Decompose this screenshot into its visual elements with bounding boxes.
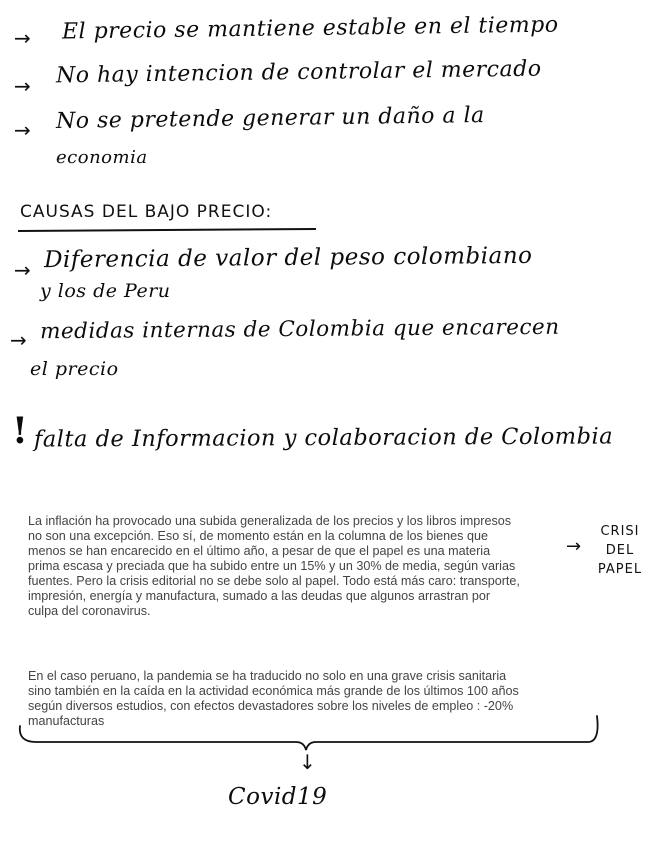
text-line: manufacturas xyxy=(28,714,105,728)
bullet-arrow-icon: → xyxy=(14,74,31,98)
cause-exchange-rate-continuation: y los de Peru xyxy=(40,280,171,302)
exclamation-mark: ! xyxy=(12,410,29,452)
text-line: En el caso peruano, la pandemia se ha traducido no solo en una grave crisis sanitaria xyxy=(28,669,507,683)
cause-internal-measures-continuation: el precio xyxy=(30,358,119,380)
bullet-arrow-icon: → xyxy=(14,258,31,282)
bullet-arrow-icon: → xyxy=(14,118,31,142)
side-note-line: PAPEL xyxy=(597,562,643,577)
side-note-line: CRISI xyxy=(600,524,640,539)
bullet-arrow-icon: → xyxy=(10,328,27,352)
text-line: sino también en la caída en la actividad económica más grande de los últimos 100 años xyxy=(28,684,519,698)
side-arrow-icon: → xyxy=(566,536,582,557)
section-heading: CAUSAS DEL BAJO PRECIO: xyxy=(20,202,273,222)
text-line: La inflación ha provocado una subida generalizada de los precios y los libros impresos xyxy=(28,514,512,528)
bullet-arrow-icon: → xyxy=(14,26,31,50)
cause-exchange-rate: Diferencia de valor del peso colombiano xyxy=(43,242,533,274)
text-line: prima escasa y preciada que ha subido entre un 15% y un 30% de media, según varias xyxy=(28,559,516,573)
note-no-market-control: No hay intencion de controlar el mercado xyxy=(55,56,542,89)
text-line: culpa del coronavirus. xyxy=(28,604,151,618)
cause-internal-measures: medidas internas de Colombia que encarecen xyxy=(39,314,560,345)
side-note-line: DEL xyxy=(605,543,635,558)
text-line: no son una excepción. Eso sí, de momento están en la columna de los bienes que xyxy=(28,529,488,543)
text-line: fuentes. Pero la crisis editorial no se debe solo al papel. Todo está más caro: transporte, xyxy=(28,574,520,588)
conclusion-covid19: Covid19 xyxy=(228,784,328,810)
text-line: según diversos estudios, con efectos devastadores sobre los niveles de empleo : -20% xyxy=(28,699,514,713)
note-price-stable: El precio se mantiene estable en el tiempo xyxy=(61,12,559,45)
note-lack-of-information: falta de Informacion y colaboracion de Colombia xyxy=(33,423,614,453)
down-arrow-icon: ↓ xyxy=(299,750,316,774)
note-no-damage: No se pretende generar un daño a la xyxy=(55,103,485,134)
text-line: impresión, energía y manufactura, sumado a las deudas que algunos arrastran por xyxy=(28,589,491,603)
note-no-damage-continuation: economia xyxy=(56,147,148,168)
text-line: menos se han encarecido en el último año, a pesar de que el papel es una materia xyxy=(28,544,491,558)
